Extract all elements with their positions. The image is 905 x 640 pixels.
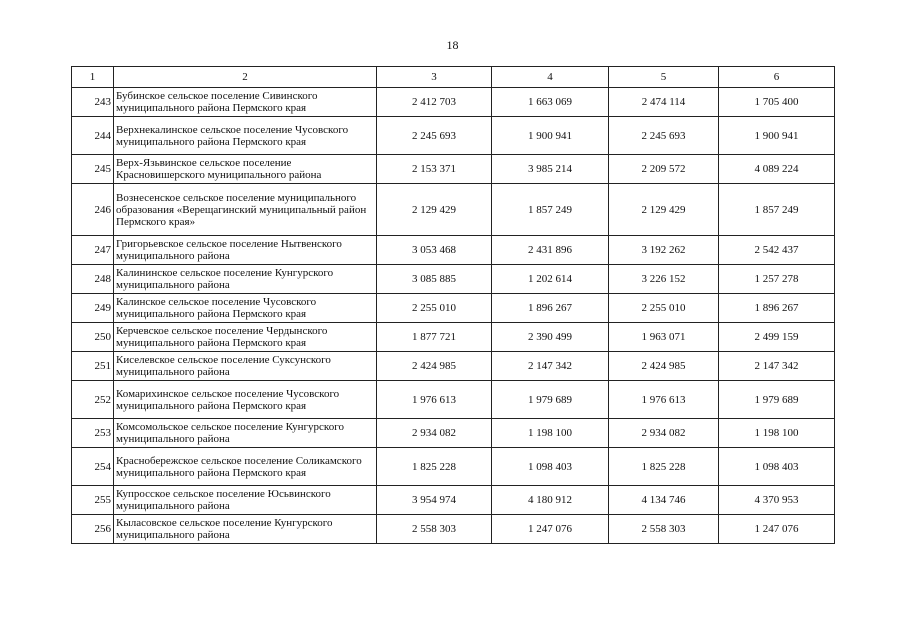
value-col-3: 2 153 371 [377, 155, 492, 184]
value-col-6: 1 900 941 [719, 117, 835, 155]
value-col-5: 1 976 613 [609, 381, 719, 419]
value-col-5: 2 558 303 [609, 515, 719, 544]
value-col-5: 2 424 985 [609, 352, 719, 381]
row-number: 251 [72, 352, 114, 381]
settlement-name: Комсомольское сельское поселение Кунгурского муниципального района [114, 419, 377, 448]
settlement-name: Григорьевское сельское поселение Нытвенского муниципального района [114, 236, 377, 265]
value-col-3: 2 245 693 [377, 117, 492, 155]
row-number: 250 [72, 323, 114, 352]
value-col-5: 2 245 693 [609, 117, 719, 155]
value-col-6: 1 705 400 [719, 88, 835, 117]
value-col-3: 3 954 974 [377, 486, 492, 515]
table-row [72, 323, 835, 352]
table-row [72, 515, 835, 544]
table-row [72, 117, 835, 155]
page-number: 18 [446, 38, 459, 52]
table-row [72, 381, 835, 419]
value-col-5: 3 192 262 [609, 236, 719, 265]
value-col-3: 2 934 082 [377, 419, 492, 448]
row-number: 249 [72, 294, 114, 323]
value-col-6: 1 257 278 [719, 265, 835, 294]
settlement-name: Комарихинское сельское поселение Чусовского муниципального района Пермского края [114, 381, 377, 419]
value-col-6: 2 499 159 [719, 323, 835, 352]
value-col-5: 1 963 071 [609, 323, 719, 352]
value-col-6: 2 147 342 [719, 352, 835, 381]
value-col-4: 2 390 499 [492, 323, 609, 352]
value-col-6: 1 198 100 [719, 419, 835, 448]
settlement-name: Калинское сельское поселение Чусовского муниципального района Пермского края [114, 294, 377, 323]
value-col-3: 2 558 303 [377, 515, 492, 544]
value-col-4: 2 147 342 [492, 352, 609, 381]
value-col-4: 3 985 214 [492, 155, 609, 184]
row-number: 243 [72, 88, 114, 117]
value-col-6: 1 857 249 [719, 184, 835, 236]
value-col-6: 1 979 689 [719, 381, 835, 419]
table-row [72, 448, 835, 486]
value-col-4: 1 098 403 [492, 448, 609, 486]
value-col-3: 2 424 985 [377, 352, 492, 381]
value-col-4: 1 896 267 [492, 294, 609, 323]
value-col-5: 2 474 114 [609, 88, 719, 117]
value-col-3: 1 976 613 [377, 381, 492, 419]
row-number: 244 [72, 117, 114, 155]
value-col-4: 1 247 076 [492, 515, 609, 544]
table-row [72, 486, 835, 515]
value-col-6: 2 542 437 [719, 236, 835, 265]
value-col-4: 1 198 100 [492, 419, 609, 448]
value-col-4: 1 979 689 [492, 381, 609, 419]
header-cell: 5 [609, 67, 719, 88]
value-col-6: 4 370 953 [719, 486, 835, 515]
table-row [72, 352, 835, 381]
value-col-3: 1 877 721 [377, 323, 492, 352]
value-col-3: 3 053 468 [377, 236, 492, 265]
value-col-3: 3 085 885 [377, 265, 492, 294]
settlement-name: Кыласовское сельское поселение Кунгурского муниципального района [114, 515, 377, 544]
row-number: 256 [72, 515, 114, 544]
settlement-name: Бубинское сельское поселение Сивинского муниципального района Пермского края [114, 88, 377, 117]
row-number: 245 [72, 155, 114, 184]
header-cell: 4 [492, 67, 609, 88]
value-col-5: 2 934 082 [609, 419, 719, 448]
value-col-6: 1 247 076 [719, 515, 835, 544]
header-cell: 2 [114, 67, 377, 88]
row-number: 248 [72, 265, 114, 294]
value-col-4: 2 431 896 [492, 236, 609, 265]
header-cell: 3 [377, 67, 492, 88]
table-header-row [72, 67, 835, 88]
table-row [72, 184, 835, 236]
value-col-4: 1 900 941 [492, 117, 609, 155]
value-col-5: 1 825 228 [609, 448, 719, 486]
table-row [72, 265, 835, 294]
row-number: 247 [72, 236, 114, 265]
settlement-name: Керчевское сельское поселение Чердынского муниципального района Пермского края [114, 323, 377, 352]
value-col-4: 1 857 249 [492, 184, 609, 236]
settlement-name: Верхнекалинское сельское поселение Чусовского муниципального района Пермского края [114, 117, 377, 155]
value-col-3: 2 129 429 [377, 184, 492, 236]
row-number: 252 [72, 381, 114, 419]
row-number: 254 [72, 448, 114, 486]
value-col-6: 1 098 403 [719, 448, 835, 486]
value-col-3: 1 825 228 [377, 448, 492, 486]
settlement-name: Купросское сельское поселение Юсьвинского муниципального района [114, 486, 377, 515]
value-col-6: 1 896 267 [719, 294, 835, 323]
value-col-5: 3 226 152 [609, 265, 719, 294]
value-col-4: 1 663 069 [492, 88, 609, 117]
table-row [72, 155, 835, 184]
settlement-name: Верх-Язьвинское сельское поселение Красновишерского муниципального района [114, 155, 377, 184]
settlements-table [71, 66, 835, 544]
value-col-4: 4 180 912 [492, 486, 609, 515]
header-cell: 1 [72, 67, 114, 88]
table-row [72, 419, 835, 448]
table-row [72, 294, 835, 323]
value-col-5: 2 129 429 [609, 184, 719, 236]
value-col-6: 4 089 224 [719, 155, 835, 184]
table-row [72, 236, 835, 265]
value-col-3: 2 412 703 [377, 88, 492, 117]
settlement-name: Калининское сельское поселение Кунгурского муниципального района [114, 265, 377, 294]
value-col-4: 1 202 614 [492, 265, 609, 294]
table-row [72, 88, 835, 117]
row-number: 253 [72, 419, 114, 448]
value-col-5: 4 134 746 [609, 486, 719, 515]
row-number: 255 [72, 486, 114, 515]
settlement-name: Вознесенское сельское поселение муниципального образования «Верещагинский муниципальный район Пермского края» [114, 184, 377, 236]
header-cell: 6 [719, 67, 835, 88]
settlement-name: Краснобережское сельское поселение Соликамского муниципального района Пермского края [114, 448, 377, 486]
row-number: 246 [72, 184, 114, 236]
settlement-name: Киселевское сельское поселение Суксунского муниципального района [114, 352, 377, 381]
value-col-3: 2 255 010 [377, 294, 492, 323]
value-col-5: 2 255 010 [609, 294, 719, 323]
value-col-5: 2 209 572 [609, 155, 719, 184]
